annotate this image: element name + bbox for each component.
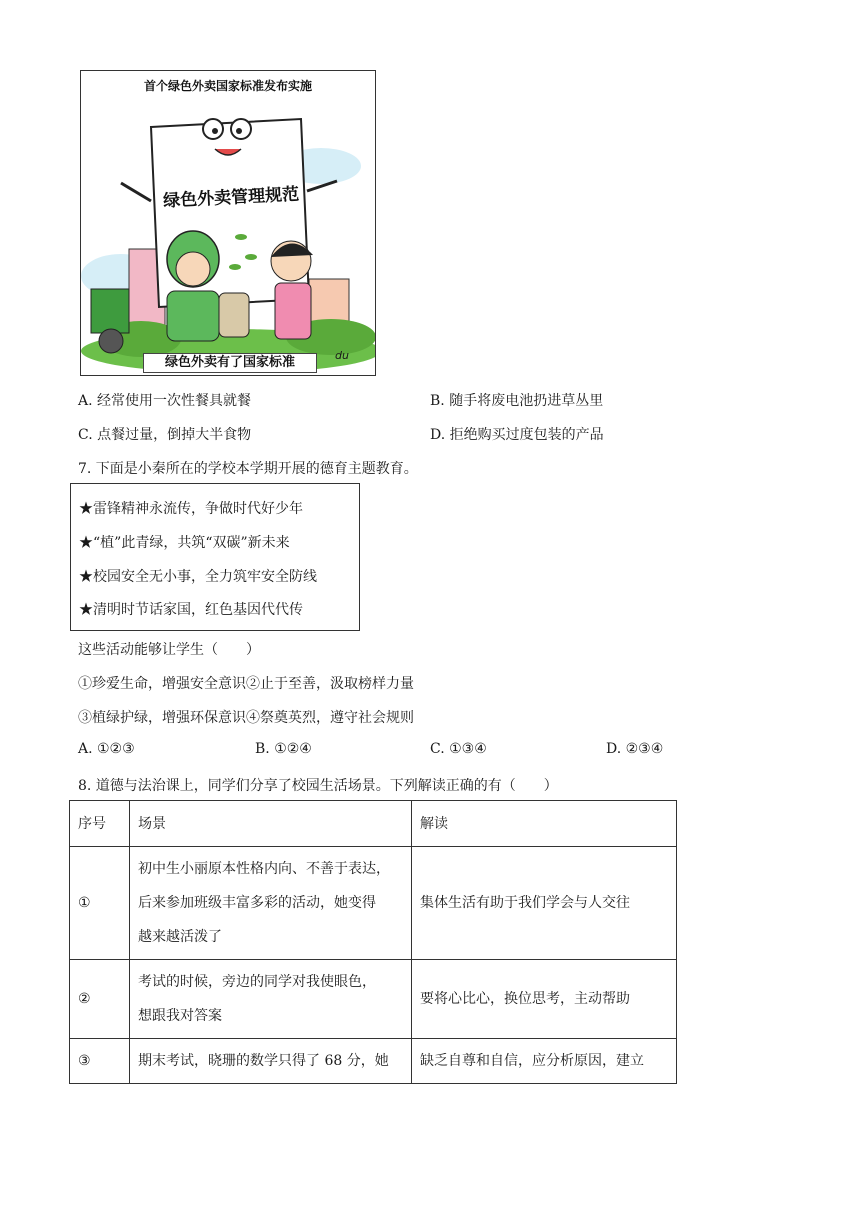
cartoon-illustration (80, 70, 376, 376)
scene-line: 初中生小丽原本性格内向、不善于表达， (138, 861, 390, 877)
row-scene (130, 847, 412, 960)
motto-box (70, 483, 360, 631)
row-scene (130, 1039, 412, 1084)
scene-line: 后来参加班级丰富多彩的活动，她变得 (138, 895, 376, 911)
row-reading: 要将心比心，换位思考，主动帮助 (412, 960, 677, 1039)
cartoon-sign-text: 绿色外卖管理规范 (162, 184, 300, 212)
q6-option-a: A. 经常使用一次性餐具就餐 (78, 393, 252, 409)
table-header-cell: 场景 (130, 801, 412, 847)
scene-line: 越来越活泼了 (138, 929, 222, 945)
q7-option-b: B. ①②④ (255, 741, 312, 757)
q7-question: 这些活动能够让学生（ ） (78, 642, 260, 658)
q7-statement-2: ③植绿护绿，增强环保意识④祭奠英烈，遵守社会规则 (78, 710, 414, 726)
table-header-cell: 解读 (412, 801, 677, 847)
q7-statement-1: ①珍爱生命，增强安全意识②止于至善，汲取榜样力量 (78, 676, 414, 692)
row-number: ③ (70, 1039, 130, 1084)
q6-option-c: C. 点餐过量，倒掉大半食物 (78, 427, 252, 443)
table-header-cell: 序号 (70, 801, 130, 847)
table-row (70, 847, 677, 960)
q7-stem: 7. 下面是小秦所在的学校本学期开展的德育主题教育。 (78, 461, 418, 477)
row-number: ① (70, 847, 130, 960)
cartoon-bottom-caption: 绿色外卖有了国家标准 (143, 353, 317, 373)
cartoon-signature: du (335, 349, 349, 362)
motto-line: ★雷锋精神永流传，争做时代好少年 (79, 501, 303, 517)
cartoon-drawing (81, 71, 376, 376)
row-number: ② (70, 960, 130, 1039)
q8-stem: 8. 道德与法治课上，同学们分享了校园生活场景。下列解读正确的有（ ） (78, 778, 558, 794)
q7-option-c: C. ①③④ (430, 741, 487, 757)
motto-line: ★“植”此青绿，共筑“双碳”新未来 (79, 535, 290, 551)
scene-line: 考试的时候，旁边的同学对我使眼色， (138, 974, 376, 990)
q7-option-a: A. ①②③ (78, 741, 135, 757)
motto-line: ★校园安全无小事，全力筑牢安全防线 (79, 569, 317, 585)
cartoon-top-caption: 首个绿色外卖国家标准发布实施 (143, 79, 312, 93)
row-scene (130, 960, 412, 1039)
row-reading: 集体生活有助于我们学会与人交往 (412, 847, 677, 960)
scene-line: 期末考试，晓珊的数学只得了 68 分，她 (138, 1053, 389, 1069)
q7-option-d: D. ②③④ (606, 741, 664, 757)
table-row (70, 1039, 677, 1084)
q6-option-d: D. 拒绝购买过度包装的产品 (430, 427, 604, 443)
scene-table (69, 800, 677, 1084)
scene-line: 想跟我对答案 (138, 1008, 222, 1024)
row-reading: 缺乏自尊和自信，应分析原因，建立 (412, 1039, 677, 1084)
q6-option-b: B. 随手将废电池扔进草丛里 (430, 393, 604, 409)
motto-line: ★清明时节话家国，红色基因代代传 (79, 602, 303, 618)
table-row (70, 960, 677, 1039)
table-header-row (70, 801, 677, 847)
